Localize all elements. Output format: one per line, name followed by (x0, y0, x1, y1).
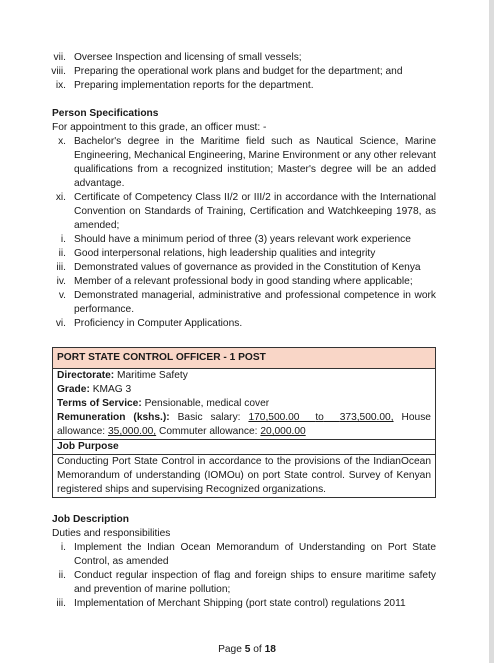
list-item: iv. Member of a relevant professional body in good standing where applicable; (56, 276, 413, 287)
person-spec-list (44, 135, 436, 331)
list-item: x. Bachelor's degree in the Maritime field such as Nautical Science, Marine Engineering, Mechanical Engineering, Marine Environment or any other relevant qualifications from a recognized institution; Master's degree will be an added advantage. (58, 136, 436, 189)
list-item: ii. Good interpersonal relations, high leadership qualities and integrity (58, 248, 376, 259)
list-item: vi. Proficiency in Computer Applications. (55, 318, 243, 329)
list-item: v. Demonstrated managerial, administrative and professional competence in work performance. (58, 290, 436, 315)
post-info-cell (53, 369, 435, 440)
post-title: PORT STATE CONTROL OFFICER - 1 POST (53, 348, 435, 369)
list-item: xi. Certificate of Competency Class II/2 or III/2 in accordance with the International Convention on Standards of Training, Certification and Watchkeeping 1978, as amended; (55, 192, 436, 231)
terms-line: Terms of Service: Pensionable, medical cover (57, 398, 270, 409)
page-edge (489, 0, 494, 663)
job-purpose-heading: Job Purpose (53, 440, 435, 455)
duties-list-top (44, 51, 436, 93)
list-item: iii. Implementation of Merchant Shipping (port state control) regulations 2011 (56, 598, 406, 609)
section-intro: For appointment to this grade, an officer must: - (52, 122, 267, 133)
list-item: ii. Conduct regular inspection of flag and foreign ships to ensure maritime safety and prevention of marine pollution; (58, 570, 436, 595)
post-details-table (52, 347, 436, 498)
list-item: i. Implement the Indian Ocean Memorandum of Understanding on Port State Control, as amended (60, 542, 436, 567)
list-item: i. Should have a minimum period of three (3) years relevant work experience (60, 234, 411, 245)
list-item: vii. Oversee Inspection and licensing of small vessels; (53, 52, 302, 63)
section-intro: Duties and responsibilities (52, 528, 171, 539)
remuneration-line: Remuneration (kshs.): Basic salary: 170,500.00 to 373,500.00, House allowance: 35,000.00, Commuter allowance: 20,000.00 (57, 412, 431, 437)
section-heading-person-specifications: Person Specifications (52, 108, 159, 119)
list-item: viii. Preparing the operational work plans and budget for the department; and (51, 66, 403, 77)
page-number-footer: Page 5 of 18 (218, 644, 276, 655)
job-purpose-text: Conducting Port State Control in accordance to the provisions of the IndianOcean Memorandum of understanding (IOMOu) on port State control. Survey of Kenyan registered ships and supervising Recognized organizations. (57, 456, 431, 495)
list-item: ix. Preparing implementation reports for the department. (55, 80, 314, 91)
section-heading-job-description: Job Description (52, 514, 129, 525)
list-item: iii. Demonstrated values of governance as provided in the Constitution of Kenya (56, 262, 421, 273)
directorate-line: Directorate: Maritime Safety (57, 370, 188, 381)
grade-line: Grade: KMAG 3 (57, 384, 132, 395)
job-description-list (44, 541, 436, 611)
